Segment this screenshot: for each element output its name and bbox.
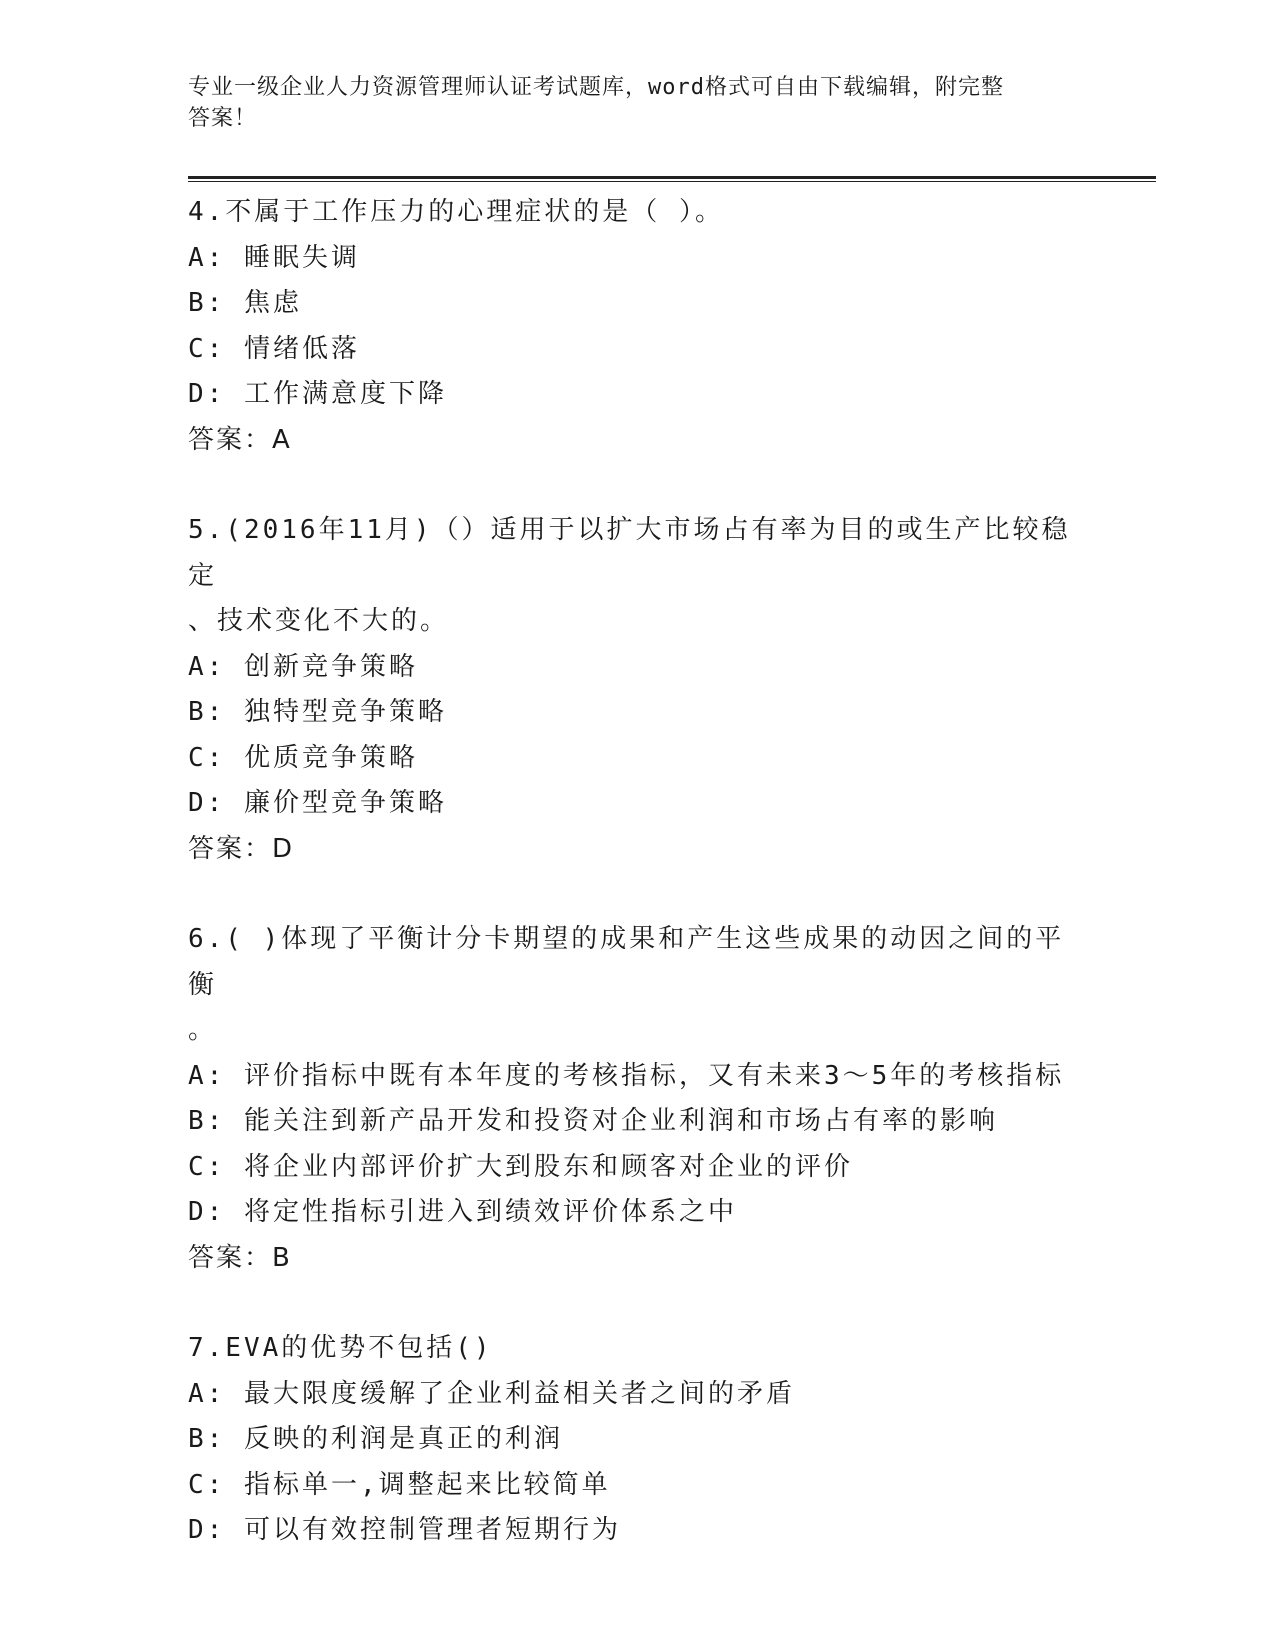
question-stem: 5.(2016年11月)（）适用于以扩大市场占有率为目的或生产比较稳定 — [188, 515, 1071, 591]
answer-label: 答案：A — [188, 424, 292, 455]
question-7 — [188, 1326, 1088, 1554]
question-stem: 7.EVA的优势不包括() — [188, 1333, 493, 1363]
option-a: A: 睡眠失调 — [188, 242, 360, 273]
option-a: A: 评价指标中既有本年度的考核指标，又有未来3～5年的考核指标 — [188, 1060, 1065, 1091]
question-5 — [188, 508, 1088, 872]
question-stem: 4.不属于工作压力的心理症状的是（ ）。 — [188, 197, 724, 227]
question-stem-continued: 、技术变化不大的。 — [188, 606, 450, 636]
question-6 — [188, 917, 1088, 1281]
option-b: B: 独特型竞争策略 — [188, 697, 447, 727]
header-line-1: 专业一级企业人力资源管理师认证考试题库，word格式可自由下载编辑，附完整 — [188, 75, 1004, 100]
option-a: A: 最大限度缓解了企业利益相关者之间的矛盾 — [188, 1378, 795, 1409]
header-rule-thin — [188, 181, 1156, 182]
option-b: B: 反映的利润是真正的利润 — [188, 1424, 563, 1454]
option-d: D: 可以有效控制管理者短期行为 — [188, 1515, 621, 1545]
question-stem: 6.( )体现了平衡计分卡期望的成果和产生这些成果的动因之间的平衡 — [188, 924, 1065, 1000]
option-b: B: 能关注到新产品开发和投资对企业利润和市场占有率的影响 — [188, 1106, 998, 1136]
option-d: D: 廉价型竞争策略 — [188, 788, 447, 818]
answer-label: 答案：D — [188, 833, 295, 864]
question-list — [188, 190, 1088, 1599]
option-d: D: 将定性指标引进入到绩效评价体系之中 — [188, 1197, 737, 1227]
answer-label: 答案：B — [188, 1242, 292, 1273]
option-a: A: 创新竞争策略 — [188, 651, 418, 682]
option-c: C: 将企业内部评价扩大到股东和顾客对企业的评价 — [188, 1151, 853, 1182]
option-c: C: 情绪低落 — [188, 333, 360, 364]
option-b: B: 焦虑 — [188, 288, 302, 318]
document-header — [188, 72, 1068, 134]
option-c: C: 指标单一,调整起来比较简单 — [188, 1469, 611, 1500]
question-stem-continued: 。 — [188, 1015, 218, 1045]
question-4 — [188, 190, 1088, 463]
option-c: C: 优质竞争策略 — [188, 742, 418, 773]
header-rule-thick — [188, 176, 1156, 179]
header-line-2: 答案！ — [188, 106, 258, 131]
option-d: D: 工作满意度下降 — [188, 379, 447, 409]
